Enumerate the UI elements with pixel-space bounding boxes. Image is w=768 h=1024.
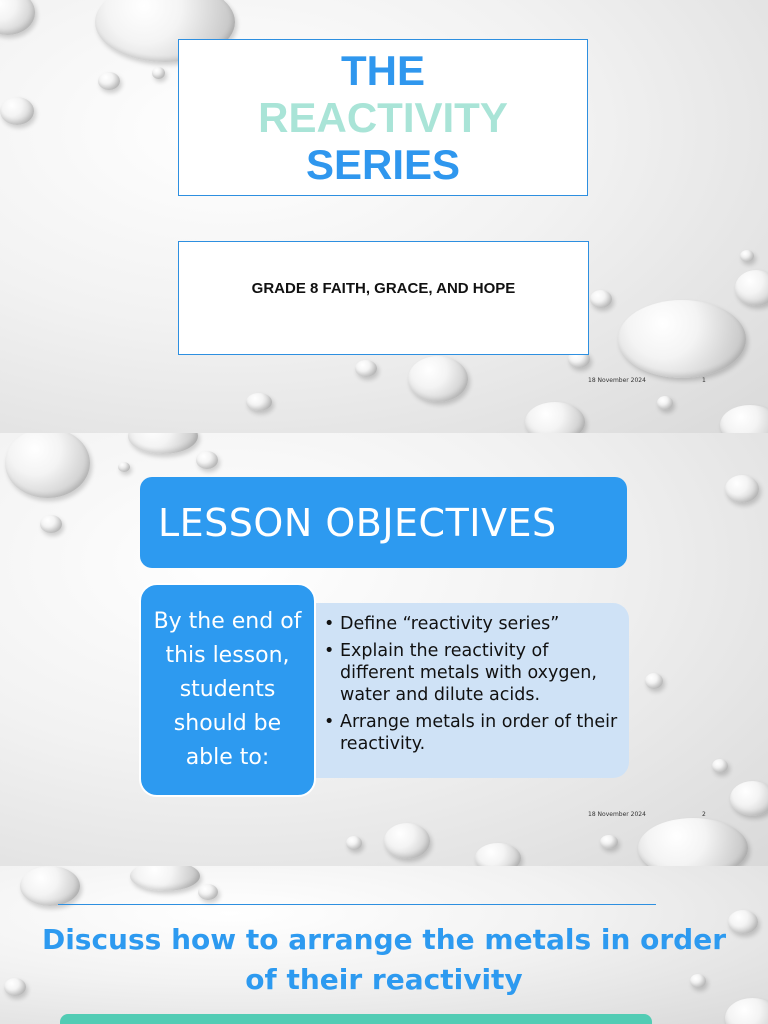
objective-item: • Arrange metals in order of their reactivity. (322, 711, 622, 755)
slide-3-title: Discuss how to arrange the metals in order of their reactivity (41, 923, 727, 996)
water-drop (196, 451, 218, 469)
water-drop (384, 823, 430, 859)
title-line-reactivity: REACTIVITY (258, 93, 508, 141)
divider-line (58, 904, 656, 905)
objective-item: • Define “reactivity series” (322, 613, 622, 635)
water-drop (720, 405, 768, 433)
slide-date: 18 November 2024 (588, 377, 646, 384)
objective-item: • Explain the reactivity of different metals with oxygen, water and dilute acids. (322, 640, 622, 706)
water-drop (645, 673, 663, 689)
slide-2 (0, 433, 768, 866)
water-drop (246, 393, 272, 411)
water-drop (600, 835, 618, 849)
title-line-the: THE (341, 46, 425, 94)
water-drop (0, 97, 34, 125)
water-drop (475, 843, 521, 866)
title-box (178, 39, 588, 196)
subtitle-text: GRADE 8 FAITH, GRACE, AND HOPE (251, 280, 516, 297)
water-drop (152, 67, 165, 79)
lesson-objectives-header: LESSON OBJECTIVES (140, 477, 627, 568)
teal-content-bar (60, 1014, 652, 1024)
water-drop (0, 0, 35, 35)
slide-3 (0, 866, 768, 1024)
title-line-series: SERIES (305, 141, 461, 189)
water-drop (590, 290, 612, 308)
water-drop (130, 866, 200, 891)
water-drop (198, 884, 218, 900)
water-drop (712, 759, 728, 773)
objectives-intro: By the end of this lesson, students should be able to: (139, 583, 316, 797)
water-drop (740, 250, 754, 262)
water-drop (725, 998, 768, 1024)
water-drop (355, 360, 377, 377)
water-drop (638, 818, 748, 866)
slide-1 (0, 0, 768, 433)
water-drop (657, 396, 673, 410)
water-drop (5, 433, 90, 498)
slide-number: 2 (702, 811, 706, 818)
water-drop (4, 978, 26, 996)
water-drop (730, 781, 768, 816)
water-drop (20, 866, 80, 906)
slide-date: 18 November 2024 (588, 811, 646, 818)
water-drop (98, 72, 120, 90)
water-drop (118, 462, 130, 472)
water-drop (735, 270, 768, 306)
water-drop (725, 475, 759, 503)
water-drop (346, 836, 362, 850)
water-drop (408, 356, 468, 402)
objectives-list (322, 613, 622, 760)
water-drop (728, 910, 758, 934)
subtitle-box (178, 241, 589, 355)
water-drop (618, 300, 746, 378)
water-drop (128, 433, 198, 454)
slide-number: 1 (702, 377, 706, 384)
water-drop (40, 515, 62, 533)
water-drop (525, 402, 585, 433)
